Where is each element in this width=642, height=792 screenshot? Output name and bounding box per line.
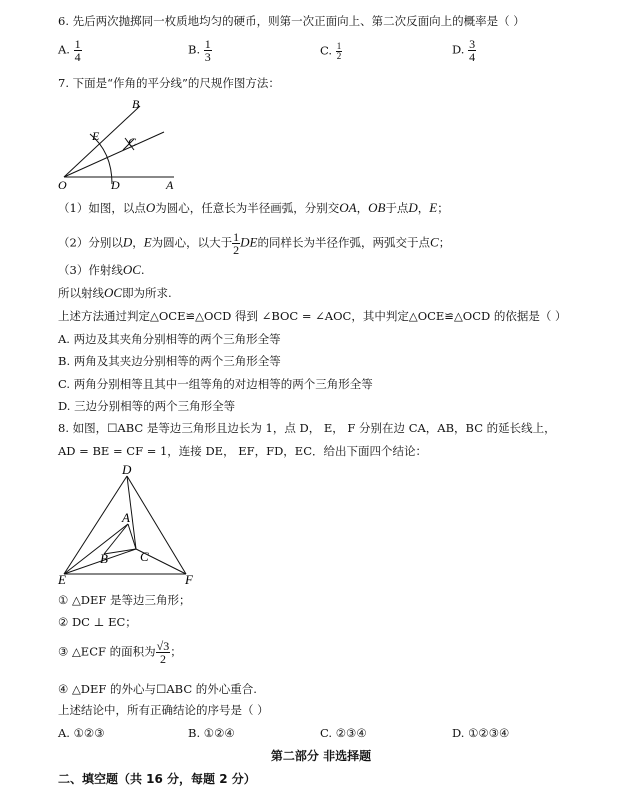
fill-in-section-heading: 二、填空题（共 16 分，每题 2 分） [58, 772, 256, 786]
part2-title: 第二部分 非选择题 [270, 749, 372, 763]
q7-option-a[interactable]: A. 两边及其夹角分别相等的两个三角形全等 [58, 332, 281, 346]
q7-step3: （3）作射线OC. [58, 262, 145, 277]
q7-option-b[interactable]: B. 两角及其夹边分别相等的两个三角形全等 [58, 354, 281, 368]
ray-oc [64, 132, 164, 177]
label-c: C [128, 135, 137, 149]
q7-option-c[interactable]: C. 两角分别相等且其中一组等角的对边相等的两个三角形全等 [58, 377, 373, 391]
q7-question: 上述方法通过判定△OCE≌△OCD 得到 ∠BOC = ∠AOC，其中判定△OCE≌△OCD 的依据是（ ） [58, 309, 567, 323]
q6-option-d[interactable]: D. $\frac{3}{4}$ [452, 37, 476, 64]
q8-conclusion-3: ③ △ECF 的面积为 $\frac{√3}{2}$ ； [58, 639, 182, 666]
q7-stem: 7. 下面是“作角的平分线”的尺规作图方法： [58, 76, 280, 90]
q8-question: 上述结论中，所有正确结论的序号是（ ） [58, 703, 269, 717]
angle-bisector-figure [54, 94, 184, 194]
q8-conclusion-1: ① △DEF 是等边三角形； [58, 593, 191, 607]
q8-stem-line1: 8. 如图，☐ABC 是等边三角形且边长为 1，点 D， E， F 分别在边 CA，AB，BC 的延长线上， [58, 421, 556, 435]
q6-stem: 6. 先后两次抛掷同一枚质地均匀的硬币，则第一次正面向上、第二次反面向上的概率是（ ） [58, 14, 525, 28]
q7-step1: （1）如图，以点O为圆心，任意长为半径画弧，分别交OA，OB于点D，E； [58, 200, 449, 215]
q6-option-b[interactable]: B. $\frac{1}{3}$ [188, 37, 211, 64]
label-b: B [100, 551, 108, 566]
q7-conclusion: 所以射线OC即为所求. [58, 285, 172, 300]
q7-step2: （2）分别以D，E为圆心，以大于 $\frac{1}{2}$ DE的同样长为半径作弧，两弧交于点C； [58, 230, 451, 257]
q8-option-d[interactable]: D. ①②③④ [452, 726, 510, 740]
edge-ab [104, 524, 128, 554]
label-a: A [166, 178, 174, 192]
label-o: O [58, 178, 67, 192]
label-d: D [122, 462, 132, 477]
edge-bc [104, 549, 136, 554]
label-a: A [122, 510, 130, 525]
label-e: E [58, 572, 66, 587]
label-c: C [140, 549, 149, 564]
q8-conclusion-2: ② DC ⊥ EC； [58, 615, 137, 629]
q6-option-c[interactable]: C. $\frac{1}{2}$ [320, 41, 342, 61]
label-b: B [132, 97, 140, 111]
q8-stem-line2: AD = BE = CF = 1，连接 DE， EF，FD，EC．给出下面四个结论： [58, 444, 427, 458]
label-f: F [185, 572, 193, 587]
q7-option-d[interactable]: D. 三边分别相等的两个三角形全等 [58, 399, 236, 413]
q8-conclusion-4: ④ △DEF 的外心与☐ABC 的外心重合. [58, 682, 257, 696]
label-e: E [92, 129, 100, 143]
q8-option-a[interactable]: A. ①②③ [58, 726, 105, 740]
equilateral-triangles-figure [54, 462, 204, 588]
q8-option-b[interactable]: B. ①②④ [188, 726, 235, 740]
edge-ea [64, 524, 128, 574]
label-d: D [111, 178, 120, 192]
q8-option-c[interactable]: C. ②③④ [320, 726, 367, 740]
q6-option-a[interactable]: A. $\frac{1}{4}$ [58, 37, 81, 64]
edge-de [64, 476, 127, 574]
